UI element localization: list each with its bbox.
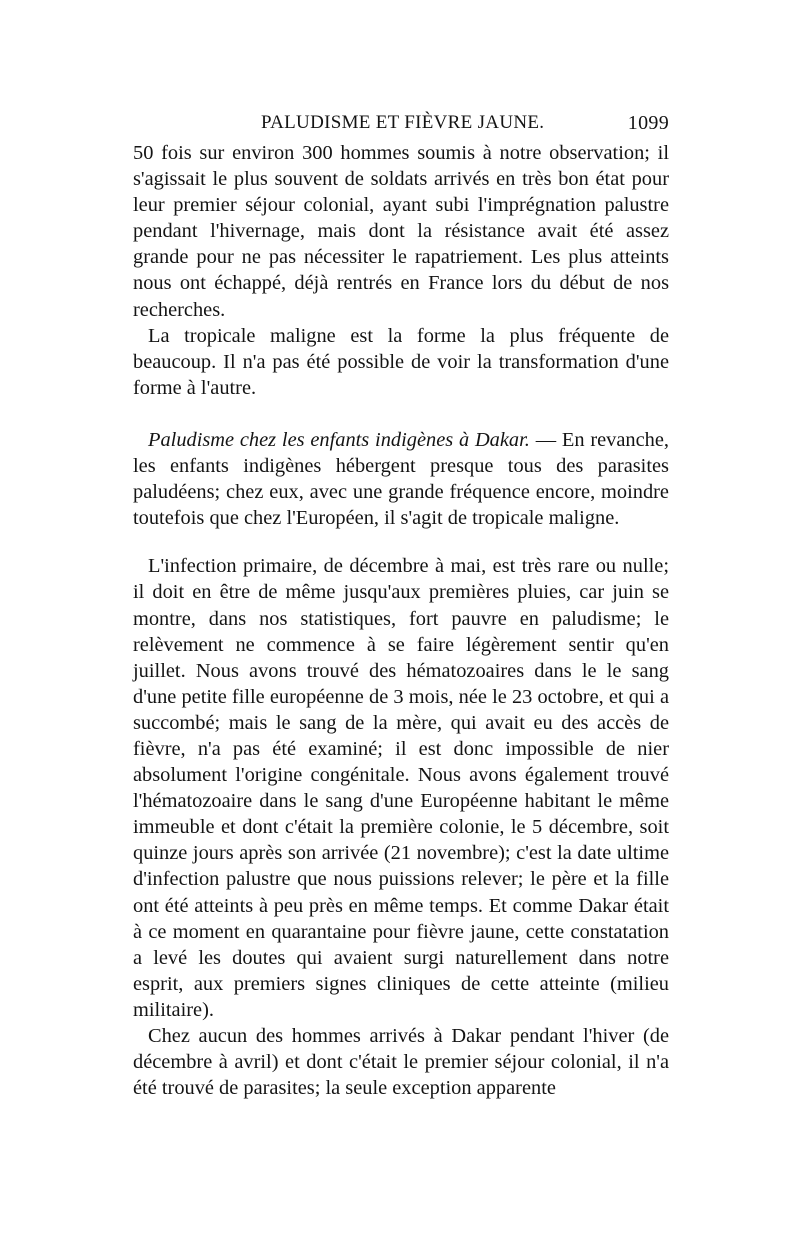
paragraph-text: Chez aucun des hommes arrivés à Dakar pendant l'hiver (de décembre à avril) et dont c'était le premier séjour colonial, il n'a été trouvé de parasites; la seule exception apparente [133,1025,669,1100]
book-page [133,112,669,1101]
running-title: PALUDISME ET FIÈVRE JAUNE. [261,112,545,133]
paragraph-text: L'infection primaire, de décembre à mai, est très rare ou nulle; il doit en être de même jusqu'aux premières pluies, car juin se montre, dans nos statistiques, fort pauvre en paludisme; le relèvement ne commence à se faire légèrement sentir qu'en juillet. Nous avons trouvé des hématozoaires dans le le sang d'une petite fille européenne de 3 mois, née le 23 octobre, et qui a succombé; mais le sang de la mère, qui avait eu des accès de fièvre, n'a pas été examiné; il est donc impossible de nier absolument l'origine congénitale. Nous avons également trouvé l'hématozoaire dans le sang d'une Européenne habitant le même immeuble et dont c'était la première colonie, le 5 décembre, soit quinze jours après son arrivée (21 novembre); c'est la date ultime d'infection palustre que nous puissions relever; le père et la fille ont été atteints à peu près en même temps. Et comme Dakar était à ce moment en quarantaine pour fièvre jaune, cette constatation a levé les doutes qui avaient surgi naturellement dans notre esprit, aux premiers signes cliniques de cette atteinte (milieu militaire). [133,555,669,1021]
paragraph-tropicale-maligne [133,323,669,401]
page-number: 1099 [627,112,669,134]
paragraph-text: 50 fois sur environ 300 hommes soumis à notre observation; il s'agissait le plus souvent de soldats arrivés en très bon état pour leur premier séjour colonial, ayant subi l'imprégnation palustre pendant l'hivernage, mais dont la résistance avait été assez grande pour ne pas nécessiter le rapatriement. Les plus atteints nous ont échappé, déjà rentrés en France lors du début de nos recherches. [133,142,669,321]
section-heading: Paludisme chez les enfants indigènes à Dakar. [148,428,530,451]
running-head [133,112,669,140]
paragraph-text: La tropicale maligne est la forme la plus fréquente de beaucoup. Il n'a pas été possible de voir la transformation d'une forme à l'autre. [133,324,669,399]
paragraph-infection-primaire [133,553,669,1023]
body-text [133,140,669,1101]
paragraph-hommes-arrives [133,1023,669,1101]
paragraph-observation-continued [133,140,669,323]
paragraph-enfants-indigenes [133,427,669,531]
paragraph-text: — En revanche, les enfants indigènes hébergent presque tous des parasites paludéens; chez eux, avec une grande fréquence encore, moindre toutefois que chez l'Européen, il s'agit de tropicale maligne. [133,428,669,530]
